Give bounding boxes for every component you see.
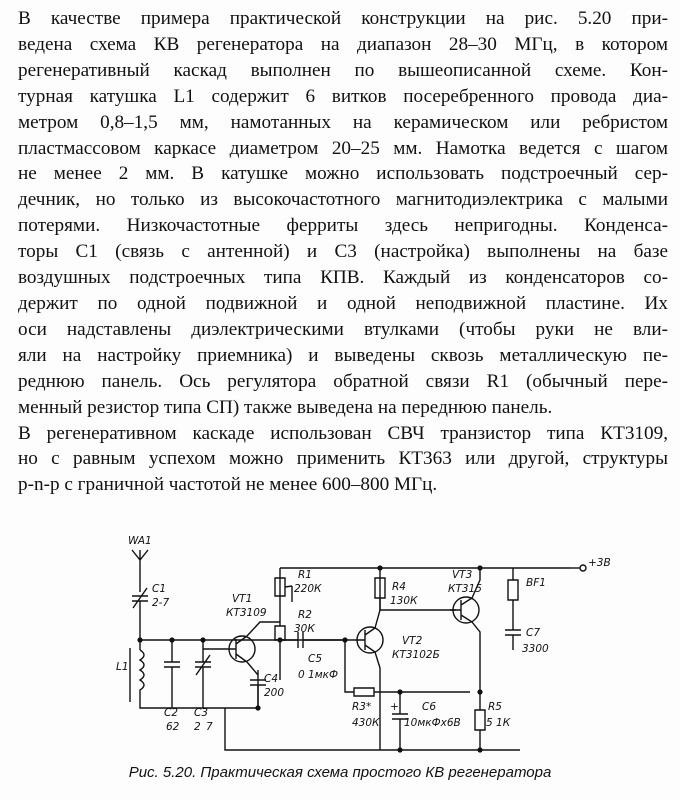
label-r5-name: R5 bbox=[488, 701, 502, 713]
circuit-schematic bbox=[100, 530, 660, 765]
text-line: держит по одной подвижной и одной неподвижной пластине. Их bbox=[18, 292, 668, 314]
label-r1-value: 220К bbox=[294, 583, 322, 595]
text-line: турная катушка L1 содержит 6 витков посеребренного провода диа- bbox=[18, 85, 668, 107]
label-c7-value: 3300 bbox=[522, 643, 549, 655]
text-line: пластмассовом каркасе диаметром 20–25 мм. Намотка ведется с шагом bbox=[18, 137, 668, 159]
schematic-drawing bbox=[100, 530, 660, 765]
label-c3-name: C3 bbox=[194, 707, 209, 719]
text-line: не менее 2 мм. В катушке можно использовать подстроечный сер- bbox=[18, 163, 668, 185]
label-vt2-name: VT2 bbox=[402, 635, 423, 647]
label-c2-name: C2 bbox=[164, 707, 179, 719]
text-line: воздушных подстроечных типа КПВ. Каждый из конденсаторов со- bbox=[18, 267, 668, 289]
text-line: В качестве примера практической конструкции на рис. 5.20 при- bbox=[18, 8, 668, 29]
schematic-labels bbox=[116, 535, 611, 733]
label-r2-name: R2 bbox=[298, 609, 312, 621]
text-line: менный резистор типа СП) также выведена на переднюю панель. bbox=[18, 396, 553, 418]
label-r3-value: 430К bbox=[352, 717, 380, 729]
text-line: дечник, но только из высокочастотного магнитодиэлектрика с малыми bbox=[18, 189, 668, 211]
label-r2-value: 30К bbox=[294, 623, 315, 635]
text-line: яли на настройку приемника) и выведены сквозь металлическую пе- bbox=[18, 344, 668, 366]
label-vt1-type: КТ3109 bbox=[226, 607, 267, 619]
figure-caption: Рис. 5.20. Практическая схема простого КВ регенератора bbox=[128, 764, 552, 781]
label-c1-value: 2-7 bbox=[152, 597, 170, 609]
label-c3-value: 2 bbox=[194, 721, 201, 733]
text-line: реднюю панель. Ось регулятора обратной связи R1 (обычный пере- bbox=[18, 370, 668, 392]
label-c3-value-2: 7 bbox=[206, 721, 213, 733]
label-c7-name: C7 bbox=[526, 627, 541, 639]
label-supply: +3В bbox=[588, 557, 611, 569]
text-line: ведена схема КВ регенератора на диапазон 28–30 МГц, в котором bbox=[18, 33, 668, 55]
label-c5-value: 0 1мкФ bbox=[298, 669, 339, 681]
label-r3-name: R3* bbox=[352, 701, 372, 713]
label-c6-name: C6 bbox=[422, 701, 437, 713]
label-c6-value: 10мкФх6В bbox=[404, 717, 461, 729]
label-r4-value: 130К bbox=[390, 595, 418, 607]
label-r5-value: 5 1К bbox=[486, 717, 511, 729]
label-c5-name: C5 bbox=[308, 653, 323, 665]
label-vt1-name: VT1 bbox=[232, 593, 253, 605]
label-vt2-type: КТ3102Б bbox=[392, 649, 440, 661]
label-r4-name: R4 bbox=[392, 581, 406, 593]
label-c6-plus: + bbox=[390, 701, 399, 713]
label-l1: L1 bbox=[116, 661, 129, 673]
text-line: регенеративный каскад выполнен по вышеописанной схеме. Кон- bbox=[18, 59, 668, 81]
label-c4-value: 200 bbox=[264, 687, 285, 699]
label-c1-name: C1 bbox=[152, 583, 167, 595]
label-bf1: BF1 bbox=[526, 577, 546, 589]
text-line: но с равным успехом можно применить КТ363 или другой, структуры bbox=[18, 448, 668, 470]
text-line: В регенеративном каскаде использован СВЧ транзистор типа КТ3109, bbox=[18, 422, 668, 444]
body-paragraph bbox=[18, 6, 668, 498]
label-vt3-type: КТ315 bbox=[448, 583, 482, 595]
label-vt3-name: VT3 bbox=[452, 569, 473, 581]
text-line: метром 0,8–1,5 мм, намотанных на керамическом или ребристом bbox=[18, 111, 668, 133]
text-line: торы С1 (связь с антенной) и С3 (настройка) выполнены на базе bbox=[18, 241, 668, 263]
label-c2-value: 62 bbox=[166, 721, 180, 733]
text-line: оси надставлены диэлектрическими втулками (чтобы руки не вли- bbox=[18, 318, 668, 340]
text-line: p-n-p с граничной частотой не менее 600–800 МГц. bbox=[18, 474, 438, 496]
label-c4-name: C4 bbox=[264, 673, 279, 685]
label-wa1: WA1 bbox=[128, 535, 152, 547]
label-r1-name: R1 bbox=[298, 569, 312, 581]
text-line: потерями. Низкочастотные ферриты здесь непригодны. Конденса- bbox=[18, 215, 668, 237]
